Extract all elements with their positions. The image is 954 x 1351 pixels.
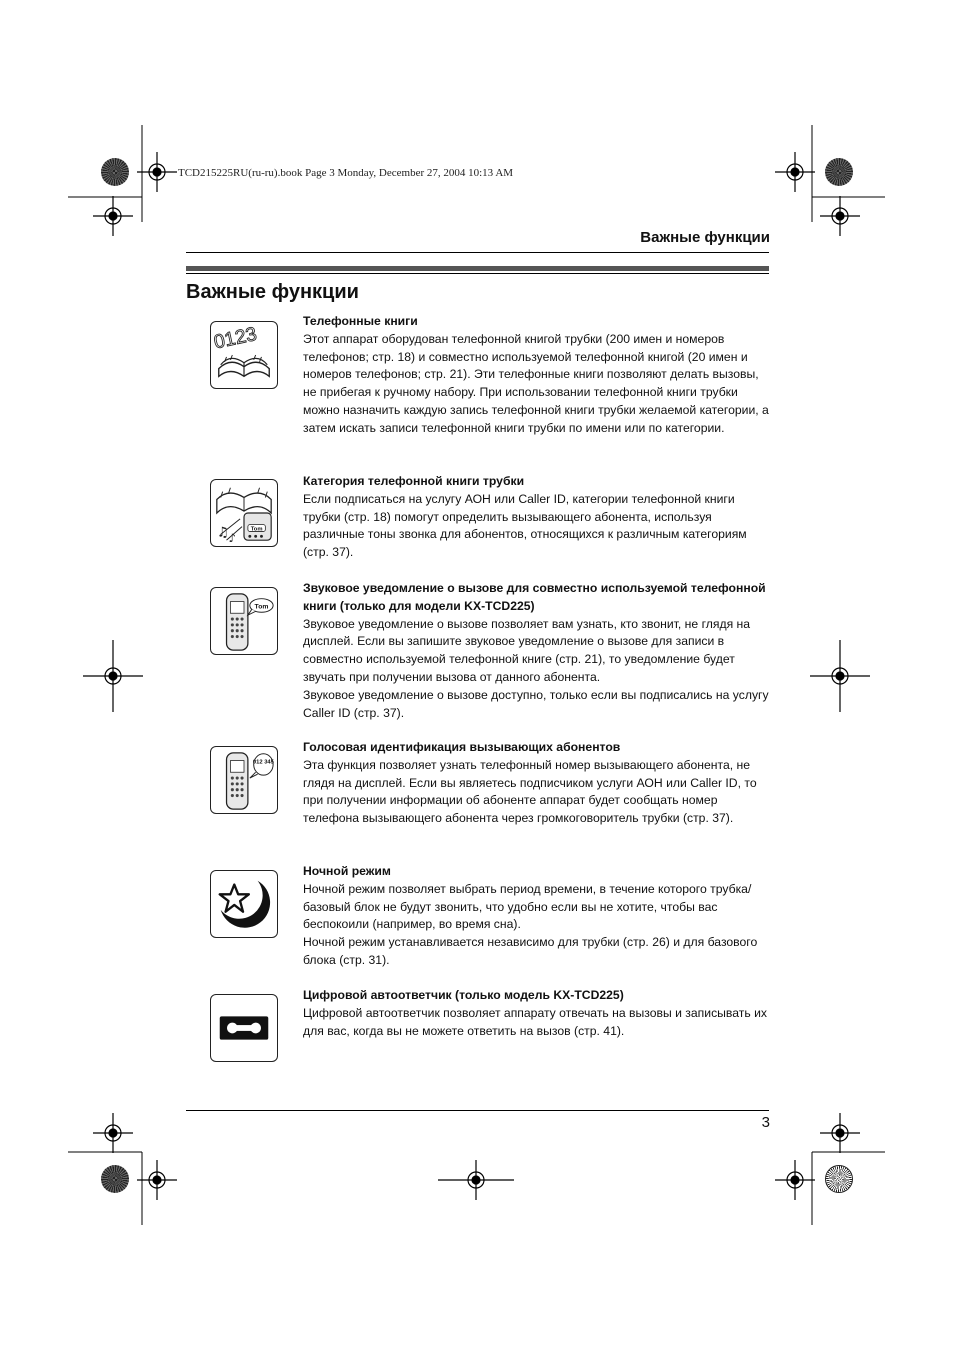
phonebook-category-icon [210,479,278,547]
print-info: TCD215225RU(ru-ru).book Page 3 Monday, December 27, 2004 10:13 AM [178,167,514,179]
feature-title: Звуковое уведомление о вызове для совместно используемой телефонной книги (только для модели KX-TCD225) [303,581,766,613]
svg-text:♫: ♫ [216,524,230,541]
title-rule [186,266,769,271]
title-rule-thin [186,273,769,274]
feature-text: Цифровой автоответчик позволяет аппарату отвечать на вызовы и записывать их для вас, когда вы не можете ответить на вызов (стр. 41). [303,1005,768,1038]
phonebook-icon [210,321,278,389]
voice-caller-id-icon [210,746,278,814]
feature-text: Если подписаться на услугу АОН или Caller ID, категории телефонной книги трубки (стр. 18) помогут определить вызывающего абонента, используя различные тоны звонка для абонентов, относящихся к различным категориям (стр. 37). [303,491,747,560]
answering-machine-icon [210,994,278,1062]
footer-rule [186,1110,769,1111]
feature-text: Эта функция позволяет узнать телефонный номер вызывающего абонента, не глядя на дисплей. Если вы являетесь подписчиком услуги АОН или Caller ID, то при получении информации об абоненте аппарат будет сообщать номер телефона вызывающего абонента через громкоговоритель трубки (стр. 37). [303,757,757,826]
feature-title: Телефонные книги [303,314,418,328]
phonebook-digits: 0123 [211,322,259,354]
page-number: 3 [761,1114,770,1131]
voice-digits: 012 345 [252,759,274,766]
feature-title: Цифровой автоответчик (только модель KX-TCD225) [303,988,624,1002]
feature-text: Звуковое уведомление о вызове позволяет вам узнать, кто звонит, не глядя на дисплей. Если вы запишите звуковое уведомление о вызове для записи в совместно используемой телефонной книге (стр. 21), то уведомление будет звучать при получении вызова от данного абонента. [303,616,751,684]
talking-caller-id-icon [210,587,278,655]
category-tag: Tom [250,526,263,533]
feature-title: Голосовая идентификация вызывающих абонентов [303,740,621,754]
feature-text: Ночной режим устанавливается независимо для трубки (стр. 26) и для базового блока (стр. 31). [303,935,758,967]
running-head: Важные функции [640,229,770,246]
page-title: Важные функции [186,281,359,303]
feature-text: Этот аппарат оборудован телефонной книгой трубки (200 имен и номеров телефонов; стр. 18) и совместно используемой телефонной книгой (20 имен и номеров телефонов; стр. 21). Эти телефонные книги позволяют делать вызовы, не прибегая к ручному набору. При использовании телефонной книги трубки можно назначить каждую запись телефонной книги трубки желаемой категории, а затем искать записи телефонной книги трубки по имени или по категории. [303,331,769,435]
feature-title: Категория телефонной книги трубки [303,474,525,488]
feature-text: Звуковое уведомление о вызове доступно, только если вы подписались на услугу Caller ID (стр. 37). [303,687,769,720]
talking-tag: Tom [254,603,269,611]
feature-text: Ночной режим позволяет выбрать период времени, в течение которого трубка/базовый блок не будут звонить, что удобно если вы не хотите, чтобы вас беспокоили (например, во время сна). [303,881,752,932]
svg-text:♪: ♪ [228,531,236,546]
night-mode-icon [210,870,278,938]
header-rule [186,252,769,253]
feature-title: Ночной режим [303,864,391,878]
